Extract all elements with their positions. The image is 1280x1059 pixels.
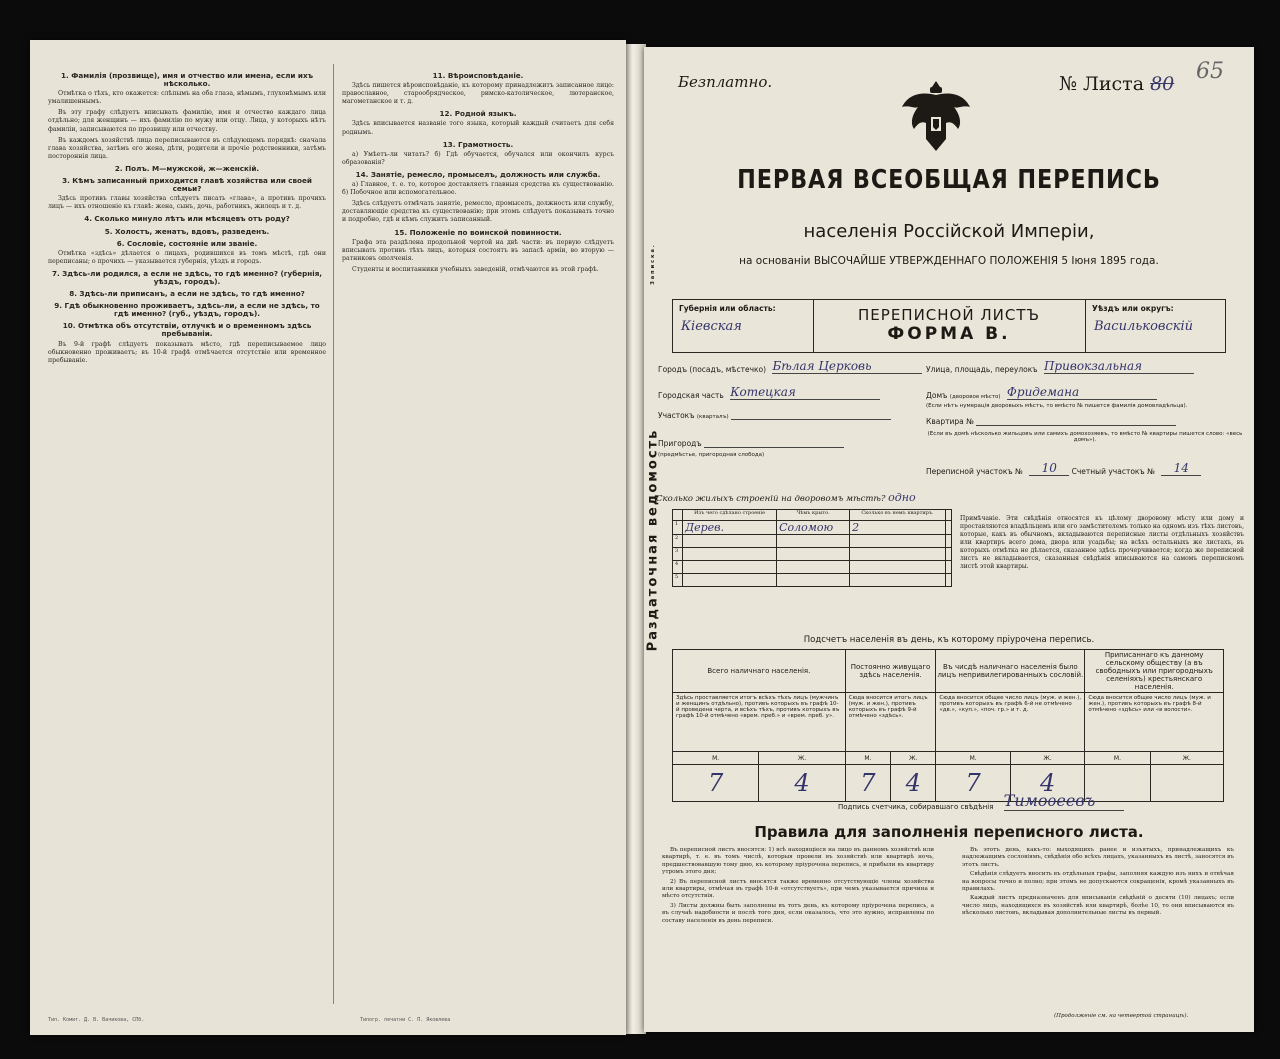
- section-heading: 3. Кѣмъ записанный приходится главѣ хозяйства или своей семьи?: [62, 176, 312, 194]
- vertical-small-label: Записка.: [650, 242, 656, 285]
- roof-cell: [777, 548, 850, 561]
- street-field: [926, 359, 1194, 374]
- table-row: [673, 535, 952, 548]
- district-cell: [1085, 300, 1226, 352]
- rules-right-column: [962, 847, 1234, 920]
- instruction-paragraph: Здѣсь пишется вѣроисповѣданіе, къ которому принадлежитъ записанное лицо: православное, старообрядческое, римско-католическое, лютеранское, магометанское и т. д.: [342, 82, 614, 106]
- vertical-title: Раздаточная ведомость: [645, 428, 661, 651]
- rule-paragraph: Свѣдѣнія слѣдуетъ вносить въ отдѣльныя графы, заполняя каждую изъ нихъ и отвѣчая на вопросы точно и полно; при этомъ не допускаются сокращенія, кромѣ указанныхъ въ правилахъ.: [962, 871, 1234, 893]
- table-row: [673, 521, 952, 535]
- table-row: [673, 574, 952, 587]
- empty-cell: [945, 548, 951, 561]
- section-heading: 5. Холостъ, женатъ, вдовъ, разведенъ.: [104, 226, 270, 236]
- instruction-paragraph: Отмѣтка о тѣхъ, кто окажется: слѣпымъ на оба глаза, нѣмымъ, глухонѣмымъ или умалишеннымъ.: [48, 90, 326, 106]
- census-title: ПЕРВАЯ ВСЕОБЩАЯ ПЕРЕПИСЬ: [737, 165, 1161, 195]
- dwelling-answer: одно: [888, 491, 916, 504]
- table-row: [673, 561, 952, 574]
- apartments-cell: [850, 535, 946, 548]
- count-desc-cell: Сюда вносится общее число лицъ (муж. и жен.), противъ которыхъ въ графѣ 8-й отмѣчено «здѣсь» или «в волости».: [1085, 693, 1224, 752]
- apartments-cell: [850, 548, 946, 561]
- section-label: Участокъ: [658, 411, 695, 420]
- row-number: 3: [673, 548, 683, 561]
- roof-cell: [777, 535, 850, 548]
- province-cell: [673, 300, 814, 352]
- section-note: (кварталъ): [696, 414, 729, 420]
- count-value-cell: 7: [845, 765, 890, 802]
- house-field: [926, 385, 1157, 400]
- enumerator-signature: [838, 791, 1124, 811]
- roof-cell: [777, 561, 850, 574]
- sheet-number: [1059, 73, 1174, 95]
- sex-header-cell: М.: [673, 752, 759, 765]
- instruction-paragraph: Здѣсь противъ главы хозяйства слѣдуетъ писать «глава», а противъ прочихъ лицъ — ихъ отношеніе къ главѣ: жена, сынъ, дочь, работникъ, жилецъ и т. д.: [48, 195, 326, 211]
- empty-cell: [945, 535, 951, 548]
- row-number: 4: [673, 561, 683, 574]
- census-area-value: 10: [1029, 461, 1069, 476]
- material-cell: [683, 548, 777, 561]
- suburb-note: (предмѣстье, пригородная слобода): [658, 452, 765, 458]
- decree-line: на основаніи ВЫСОЧАЙШЕ УТВЕРЖДЕННАГО ПОЛОЖЕНІЯ 5 Іюня 1895 года.: [739, 255, 1159, 267]
- form-title: ПЕРЕПИСНОЙ ЛИСТЪ: [858, 306, 1040, 324]
- row-number: 1: [673, 521, 683, 535]
- row-number: 2: [673, 535, 683, 548]
- apartments-cell: 2: [850, 521, 946, 535]
- count-value-cell: 4: [759, 765, 845, 802]
- section-heading: 12. Родной языкъ.: [439, 109, 517, 119]
- census-area-label: Переписной участокъ №: [926, 467, 1023, 476]
- material-cell: [683, 561, 777, 574]
- material-cell: Дерев.: [683, 521, 777, 535]
- signature-value: Тимоѳеевъ: [1004, 791, 1124, 811]
- instruction-paragraph: Въ эту графу слѣдуетъ вписывать фамилію, имя и отчество каждаго лица отдѣльно; для женщинъ — ихъ фамилію по мужу или отцу. Лица, у которыхъ нѣтъ фамиліи, записываются по прозвищу или отчеству.: [48, 109, 326, 133]
- count-header-cell: Постоянно живущаго здѣсь населенія.: [845, 650, 936, 693]
- section-heading: 13. Грамотность.: [442, 139, 514, 149]
- dwelling-note: Примѣчаніе. Эти свѣдѣнія относятся къ цѣлому дворовому мѣсту или дому и проставляются владѣльцемъ или его замѣстителемъ только на одномъ изъ тѣхъ листовъ, которые, какъ въ обычномъ, вкладываются переписные листы отдѣльныхъ хозяйствъ или квартиръ всего дома, двора или усадьбы; на всѣхъ остальныхъ же листахъ, въ которыхъ отмѣтка не дѣлается, сказанное здѣсь прочерчивается; когда же переписной листъ не вкладывается, сказанныя свѣдѣнія вписываются на самомъ переписномъ листѣ этой квартиры.: [960, 515, 1244, 570]
- counting-area-value: 14: [1161, 461, 1201, 476]
- apartment-label: Квартира №: [926, 417, 974, 426]
- count-value-cell: 7: [936, 765, 1011, 802]
- rules-title: Правила для заполненія переписного листа.: [754, 823, 1144, 841]
- suburb-label: Пригородъ: [658, 439, 702, 448]
- continued-note: (Продолженіе см. на четвертой страницѣ).: [1054, 1013, 1189, 1019]
- form-title-cell: [813, 300, 1085, 352]
- province-value: Кіевская: [681, 319, 742, 334]
- section-heading: 7. Здѣсь-ли родился, а если не здѣсь, то гдѣ именно? (губернія, уѣздъ, городъ).: [51, 268, 323, 286]
- dwellings-header-cell: Чѣмъ крыто.: [777, 510, 850, 521]
- empty-cell: [945, 561, 951, 574]
- rule-paragraph: Въ этотъ день, какъ-то: выходящихъ ранее и изъятыхъ, принадлежащихъ къ надлежащимъ сословіямъ, свѣдѣнія обо всѣхъ лицахъ, указанныхъ въ листѣ, заносятся въ этотъ листъ.: [962, 847, 1234, 868]
- instruction-paragraph: Здѣсь слѣдуетъ отмѣчать занятіе, ремесло, промыселъ, должность или службу, доставляющіе средства къ существованію; при этомъ слѣдуетъ показывать точно и подробно, гдѣ и кѣмъ служитъ записанный.: [342, 200, 614, 224]
- census-area-field: [926, 461, 1201, 476]
- dwellings-table: [672, 509, 952, 587]
- apartment-note: (Если въ домѣ нѣсколько жильцовъ или самихъ домохозяевъ, то вмѣсто № квартиры пишется слово: «весь домъ»).: [927, 431, 1243, 443]
- count-header-cell: Въ чисдѣ наличнаго населенія было лицъ непривилегированныхъ сословій.: [936, 650, 1085, 693]
- apartment-field: [926, 417, 1176, 426]
- sheet-number-label: № Листа: [1059, 73, 1145, 95]
- sex-header-cell: М.: [936, 752, 1011, 765]
- rule-paragraph: 2) Въ переписной листъ вносятся также временно отсутствующіе члены хозяйства или квартиры, отмѣчая въ графѣ 10-й «отсутствуетъ», при чемъ указывается причина и мѣсто отсутствія.: [662, 878, 934, 900]
- section-heading: 15. Положеніе по воинской повинности.: [394, 227, 562, 237]
- suburb-field: [658, 439, 844, 448]
- section-heading: 1. Фамилія (прозвище), имя и отчество или имена, если ихъ нѣсколько.: [61, 71, 313, 89]
- empty-cell: [945, 574, 951, 587]
- count-title: Подсчетъ населенія въ день, къ которому пріурочена перепись.: [803, 635, 1095, 645]
- count-value-cell: 7: [673, 765, 759, 802]
- pencil-number: 65: [1196, 59, 1224, 84]
- roof-cell: [777, 574, 850, 587]
- left-column-1: [48, 68, 326, 368]
- form-header-box: [672, 299, 1226, 353]
- town-value: Бѣлая Церковь: [772, 359, 922, 374]
- section-heading: 8. Здѣсь-ли приписанъ, а если не здѣсь, то гдѣ именно?: [69, 289, 305, 299]
- instruction-paragraph: Студенты и воспитанники учебныхъ заведеній, отмѣчаются въ этой графѣ.: [352, 265, 599, 273]
- census-subtitle: населенія Россійской Имперіи,: [803, 221, 1095, 242]
- rule-paragraph: 3) Листы должны быть заполнены въ тотъ день, къ которому пріурочена перепись, а въ случаѣ надобности и послѣ того дня, если оказалось, что это нужно, исправлены по составу населенія въ день переписи.: [662, 902, 934, 924]
- city-part-field: [658, 385, 880, 400]
- apartments-cell: [850, 561, 946, 574]
- dwellings-header-cell: [945, 510, 951, 521]
- count-header-cell: Приписаннаго къ данному сельскому обществу (а въ свободныхъ или пригородныхъ селеніяхъ) крестьянскаго населенія.: [1085, 650, 1224, 693]
- house-note: (дворовое мѣсто): [949, 394, 1001, 400]
- sex-header-cell: Ж.: [1150, 752, 1223, 765]
- count-header-cell: Всего наличнаго населенія.: [673, 650, 846, 693]
- left-page: [30, 40, 626, 1035]
- count-desc-cell: Сюда вносится итогъ лицъ (муж. и жен.), противъ которыхъ въ графѣ 9-й отмѣчено «здѣсь».: [845, 693, 936, 752]
- sex-header-cell: М.: [845, 752, 890, 765]
- district-label: Уѣздъ или округъ:: [1092, 304, 1174, 313]
- apartments-cell: [850, 574, 946, 587]
- column-divider: [333, 64, 334, 1004]
- dwellings-header-row: [673, 510, 952, 521]
- house-label: Домъ: [926, 391, 948, 400]
- dwellings-header-cell: Сколько въ немъ квартиръ.: [850, 510, 946, 521]
- section-heading: 2. Полъ. М—мужской, ж—женскій.: [114, 163, 260, 173]
- table-row: [673, 548, 952, 561]
- section-heading: 4. Сколько минуло лѣтъ или мѣсяцевъ отъ роду?: [84, 214, 290, 224]
- instruction-paragraph: Отмѣтка «здѣсь» дѣлается о лицахъ, родившихся въ томъ мѣстѣ, гдѣ они переписаны; о прочихъ — указывается губернія, уѣздъ и городъ.: [48, 249, 326, 265]
- sex-header-cell: Ж.: [759, 752, 845, 765]
- instruction-paragraph: Въ 9-й графѣ слѣдуетъ показывать мѣсто, гдѣ переписываемое лицо обыкновенно проживаетъ; въ 10-й графѣ отмѣчается отсутствіе или временное пребываніе.: [48, 340, 326, 364]
- sex-header-cell: Ж.: [891, 752, 936, 765]
- house-value: Фридемана: [1007, 385, 1157, 400]
- street-value: Привокзальная: [1044, 359, 1194, 374]
- sheet-number-value: 80: [1150, 73, 1175, 95]
- apartment-line: [976, 425, 1176, 426]
- form-letter: ФОРМА В.: [887, 324, 1011, 344]
- section-heading: 10. Отмѣтка объ отсутствіи, отлучкѣ и о временномъ здѣсь пребываніи.: [62, 321, 312, 339]
- roof-cell: Соломою: [777, 521, 850, 535]
- instruction-paragraph: Графа эта раздѣлена продольной чертой на двѣ части: въ первую слѣдуетъ вписывать противъ тѣхъ лицъ, которыя состоятъ въ запасѣ арміи, во вторую — ратниковъ ополченія.: [342, 238, 614, 262]
- material-cell: [683, 535, 777, 548]
- signature-label: Подпись счетчика, собиравшаго свѣдѣнія: [838, 803, 994, 811]
- section-line: [731, 419, 891, 420]
- rules-left-column: [662, 847, 934, 927]
- footer-right: Типогр. печатни С. П. Яковлева: [360, 1017, 451, 1023]
- sex-header-cell: М.: [1085, 752, 1150, 765]
- row-number: 5: [673, 574, 683, 587]
- section-heading: 14. Занятіе, ремесло, промыселъ, должность или служба.: [355, 169, 601, 179]
- dwelling-question: [656, 491, 916, 504]
- dwellings-header-cell: [673, 510, 683, 521]
- province-label: Губернія или область:: [679, 304, 776, 313]
- double-headed-eagle-icon: [900, 77, 972, 157]
- left-column-2: [342, 68, 614, 277]
- town-field: [658, 359, 922, 374]
- section-heading: 6. Сословіе, состояніе или званіе.: [116, 238, 258, 248]
- population-count-table: [672, 649, 1224, 802]
- dwellings-header-cell: Изъ чего сдѣлано строеніе: [683, 510, 777, 521]
- empty-cell: [945, 521, 951, 535]
- town-label: Городъ (посадъ, мѣстечко): [658, 365, 767, 374]
- instruction-paragraph: а) Главное, т. е. то, которое доставляетъ главныя средства къ существованію. б) Побочное или вспомогательное.: [342, 181, 614, 197]
- count-value-cell: [1150, 765, 1223, 802]
- count-desc-cell: Здѣсь проставляется итогъ всѣхъ тѣхъ лицъ (мужчинъ и женщинъ отдѣльно), противъ которыхъ въ графѣ 10-й проведена черта, и всѣхъ тѣхъ, противъ которыхъ въ графѣ 10-й отмѣчено «врем. преб.» и «врем. преб. у».: [673, 693, 846, 752]
- section-heading: 11. Вѣроисповѣданіе.: [432, 71, 524, 80]
- house-subnote: (Если нѣтъ нумерація дворовыхъ мѣстъ, то вмѣсто № пишется фамилія домовладѣльца).: [926, 403, 1188, 409]
- count-desc-cell: Сюда вносится общее число лицъ (муж. и жен.), противъ которыхъ въ графѣ 6-й не отмѣчено «дв.», «куп.», «поч. гр.» и т. д.: [936, 693, 1085, 752]
- instruction-paragraph: Въ каждомъ хозяйствѣ лица переписываются въ слѣдующемъ порядкѣ: сначала глава хозяйства, затѣмъ его жена, дѣти, родители и прочіе родственники, затѣмъ постороннія лица.: [48, 136, 326, 160]
- section-heading: 9. Гдѣ обыкновенно проживаетъ, здѣсь-ли, а если не здѣсь, то гдѣ именно? (губ., уѣздъ, городъ).: [54, 301, 320, 319]
- section-field: [658, 411, 891, 420]
- rule-paragraph: Въ переписной листъ вносятся: 1) всѣ находящіеся на лицо въ данномъ хозяйствѣ или квартирѣ, т. е. въ томъ числѣ, которыя провели въ хозяйствѣ или квартирѣ ночь, предшествовавшую тому дню, къ которому пріурочена перепись, и прибыли въ квартиру утромъ этого дня;: [662, 847, 934, 876]
- district-value: Васильковскій: [1094, 319, 1194, 334]
- material-cell: [683, 574, 777, 587]
- instruction-paragraph: а) Умѣетъ-ли читать? б) Гдѣ обучается, обучался или окончилъ курсъ образованія?: [342, 150, 614, 166]
- count-value-cell: 4: [1010, 765, 1085, 802]
- dwelling-question-text: Сколько жилыхъ строеній на дворовомъ мѣстѣ?: [656, 494, 886, 504]
- count-value-cell: 4: [891, 765, 936, 802]
- counting-area-label: Счетный участокъ №: [1071, 467, 1155, 476]
- book-spine: [624, 44, 646, 1034]
- city-part-value: Котецкая: [730, 385, 880, 400]
- suburb-line: [704, 447, 844, 448]
- footer-left: Тип. Комит. Д. В. Вачикова, СПб.: [48, 1017, 145, 1023]
- instruction-paragraph: Здѣсь вписывается названіе того языка, который каждый считаетъ для себя роднымъ.: [342, 120, 614, 136]
- right-page: [644, 47, 1254, 1032]
- rule-paragraph: Каждый листъ предназначенъ для вписыванія свѣдѣній о десяти (10) лицахъ; если число лицъ, находящихся въ хозяйствѣ или квартирѣ, болѣе 10, то они вписываются въ нѣсколько листовъ, вкладывая дополнительные листы въ первый.: [962, 895, 1234, 917]
- street-label: Улица, площадь, переулокъ: [926, 365, 1038, 374]
- free-label: Безплатно.: [678, 73, 773, 91]
- city-part-label: Городская часть: [658, 391, 724, 400]
- sex-header-cell: Ж.: [1010, 752, 1085, 765]
